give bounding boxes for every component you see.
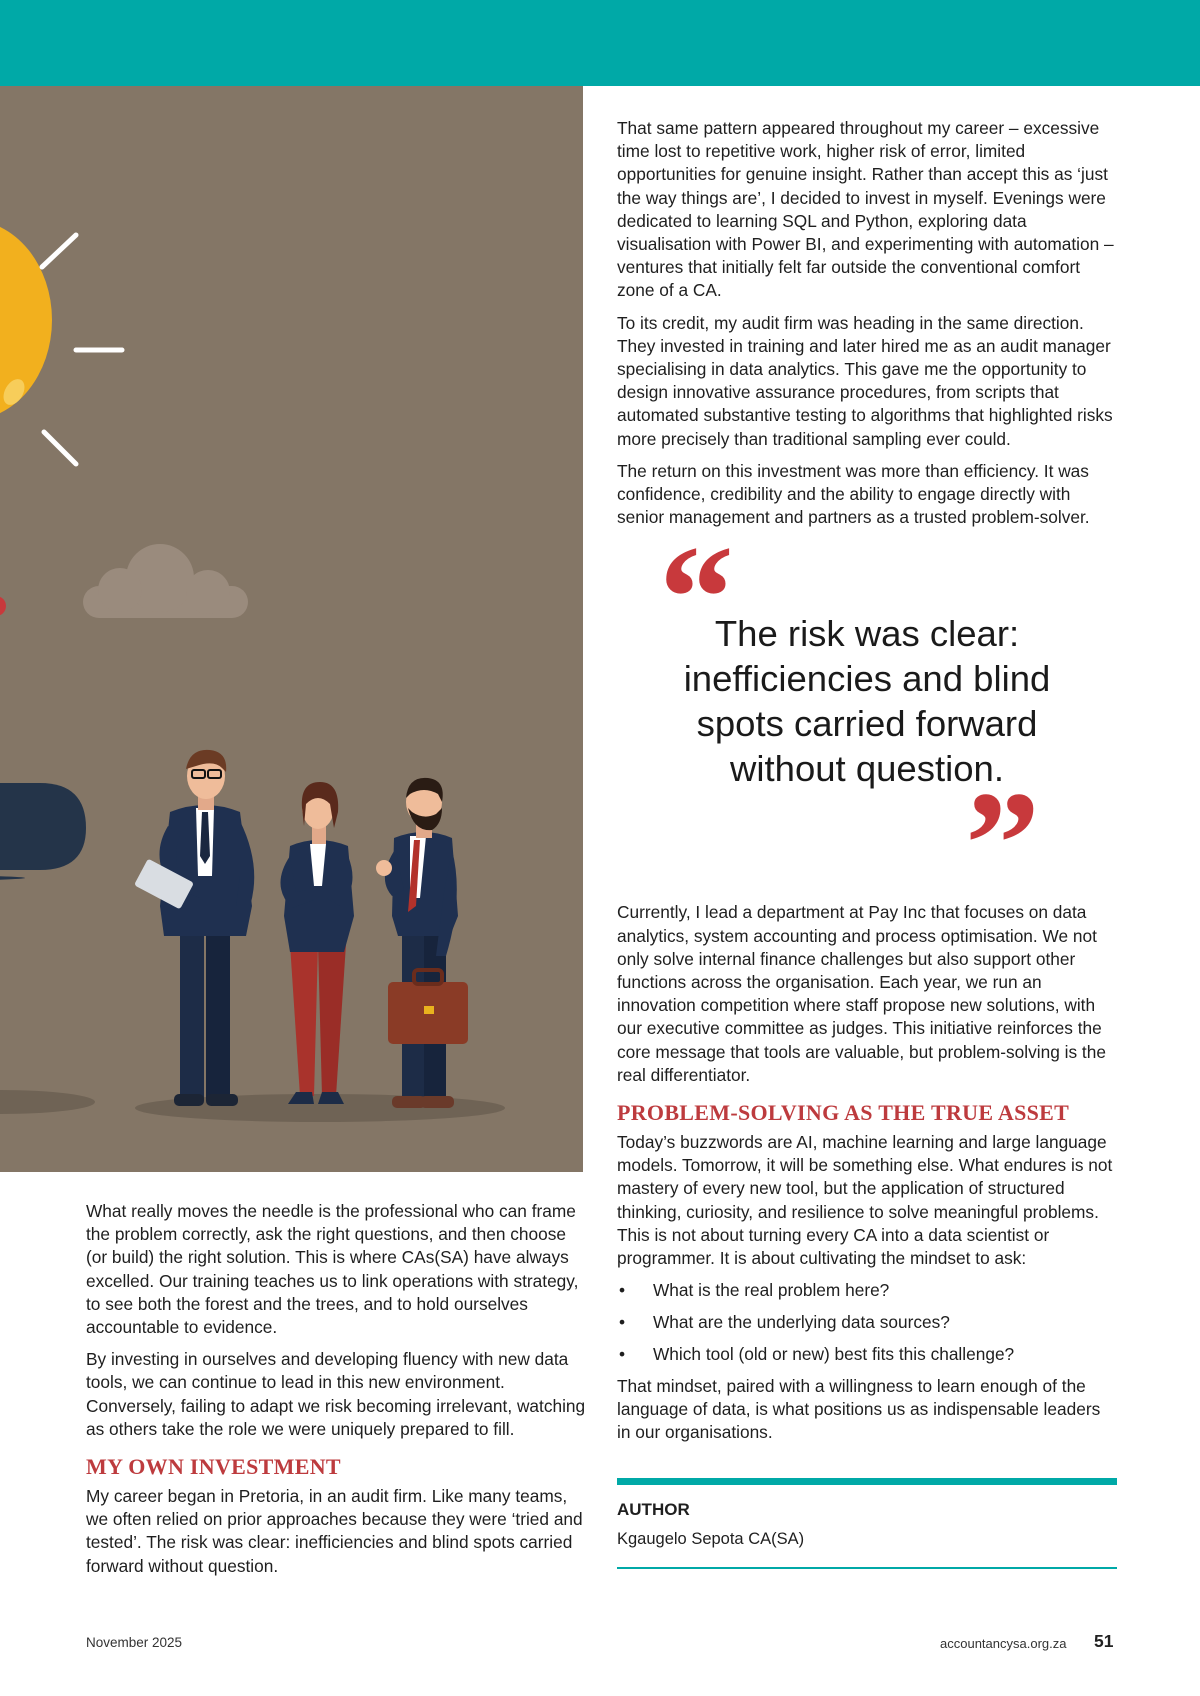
list-item-text: What is the real problem here? — [653, 1280, 890, 1301]
list-item — [617, 1343, 1117, 1366]
list-item — [617, 1279, 1117, 1302]
section-heading-my-own-investment: MY OWN INVESTMENT — [86, 1454, 341, 1480]
bullet-icon: • — [619, 1312, 626, 1333]
open-quote-icon: “ — [659, 515, 734, 682]
pull-quote — [617, 515, 1117, 928]
cloud-icon — [83, 544, 248, 618]
page-number: 51 — [1094, 1631, 1114, 1651]
left-paragraph-2: By investing in ourselves and developing fluency with new data tools, we can continue to lead in this new environment. Conversely, failing to adapt we risk becoming irrelevant, watching as others take the role we were uniquely prepared to fill. — [86, 1349, 586, 1439]
illustration-svg — [0, 86, 583, 1172]
question-list — [617, 1279, 1117, 1366]
right-paragraph-2: To its credit, my audit firm was heading in the same direction. They invested in training and later hired me as an audit manager specialising in data analytics. This gave me the opportunity to design innovative assurance procedures, from scripts that automated substantive testing to algorithms that highlighted risks more precisely than traditional sampling ever could. — [617, 312, 1113, 449]
list-item-text: What are the underlying data sources? — [653, 1312, 950, 1333]
left-paragraph-3: My career began in Pretoria, in an audit firm. Like many teams, we often relied on prior approaches because they were ‘tried and tested’. The risk was clear: inefficiencies and blind spots carried forward without question. — [86, 1486, 583, 1576]
right-paragraph-5: Today’s buzzwords are AI, machine learning and large language models. Tomorrow, it will be something else. What endures is not mastery of every new tool, but the application of structured thinking, curiosity, and resilience to solve meaningful problems. This is not about turning every CA into a data scientist or programmer. It is about cultivating the mindset to ask: — [617, 1132, 1113, 1269]
bullet-icon: • — [619, 1343, 626, 1364]
author-name: Kgaugelo Sepota CA(SA) — [617, 1530, 805, 1549]
right-paragraph-3: The return on this investment was more than efficiency. It was confidence, credibility and the ability to engage directly with senior management and partners as a trusted problem-solver. — [617, 460, 1090, 528]
bullet-icon: • — [619, 1280, 626, 1301]
businessman-with-briefcase — [376, 778, 468, 1108]
section-heading-problem-solving: PROBLEM-SOLVING AS THE TRUE ASSET — [617, 1100, 1070, 1126]
close-quote-icon: ” — [965, 761, 1040, 928]
author-box — [617, 1478, 1117, 1569]
hero-illustration — [0, 86, 583, 1172]
businesswoman — [280, 782, 354, 1104]
right-paragraph-6: That mindset, paired with a willingness to learn enough of the language of data, is what positions us as indispensable leaders in our organisations. — [617, 1375, 1101, 1443]
footer-url: accountancysa.org.za — [940, 1636, 1067, 1651]
list-item-text: Which tool (old or new) best fits this challenge? — [653, 1343, 1015, 1364]
left-paragraph-1: What really moves the needle is the professional who can frame the problem correctly, ask the right questions, and then choose (or build) the right solution. This is where CAs(SA) have always excelled. Our training teaches us to link operations with strategy, to see both the forest and the trees, and to hold ourselves accountable to evidence. — [86, 1201, 579, 1338]
right-paragraph-4: Currently, I lead a department at Pay Inc that focuses on data analytics, system accounting and process optimisation. We not only solve internal finance challenges but also support other functions across the organisation. Each year, we run an innovation competition where staff propose new solutions, with our executive committee as judges. This initiative reinforces the core message that tools are valuable, but problem-solving is the real differentiator. — [617, 902, 1106, 1085]
author-label: AUTHOR — [617, 1500, 690, 1520]
footer-date: November 2025 — [86, 1635, 183, 1650]
right-paragraph-1: That same pattern appeared throughout my career – excessive time lost to repetitive work, higher risk of error, limited opportunities for genuine insight. Rather than accept this as ‘just the way things are’, I decided to invest in myself. Evenings were dedicated to learning SQL and Python, exploring data visualisation with Power BI, and experimenting with automation – ventures that initially felt far outside the conventional comfort zone of a CA. — [617, 118, 1114, 301]
right-column — [617, 117, 1117, 1569]
left-column — [86, 1200, 586, 1587]
businessman-with-tablet — [134, 750, 254, 1106]
megaphone-shape — [0, 783, 86, 870]
pull-quote-text: The risk was clear: inefficiencies and blind spots carried forward without question. — [683, 613, 1051, 790]
lightbulb-icon — [0, 220, 122, 616]
header-band — [0, 0, 1200, 86]
list-item — [617, 1311, 1117, 1334]
